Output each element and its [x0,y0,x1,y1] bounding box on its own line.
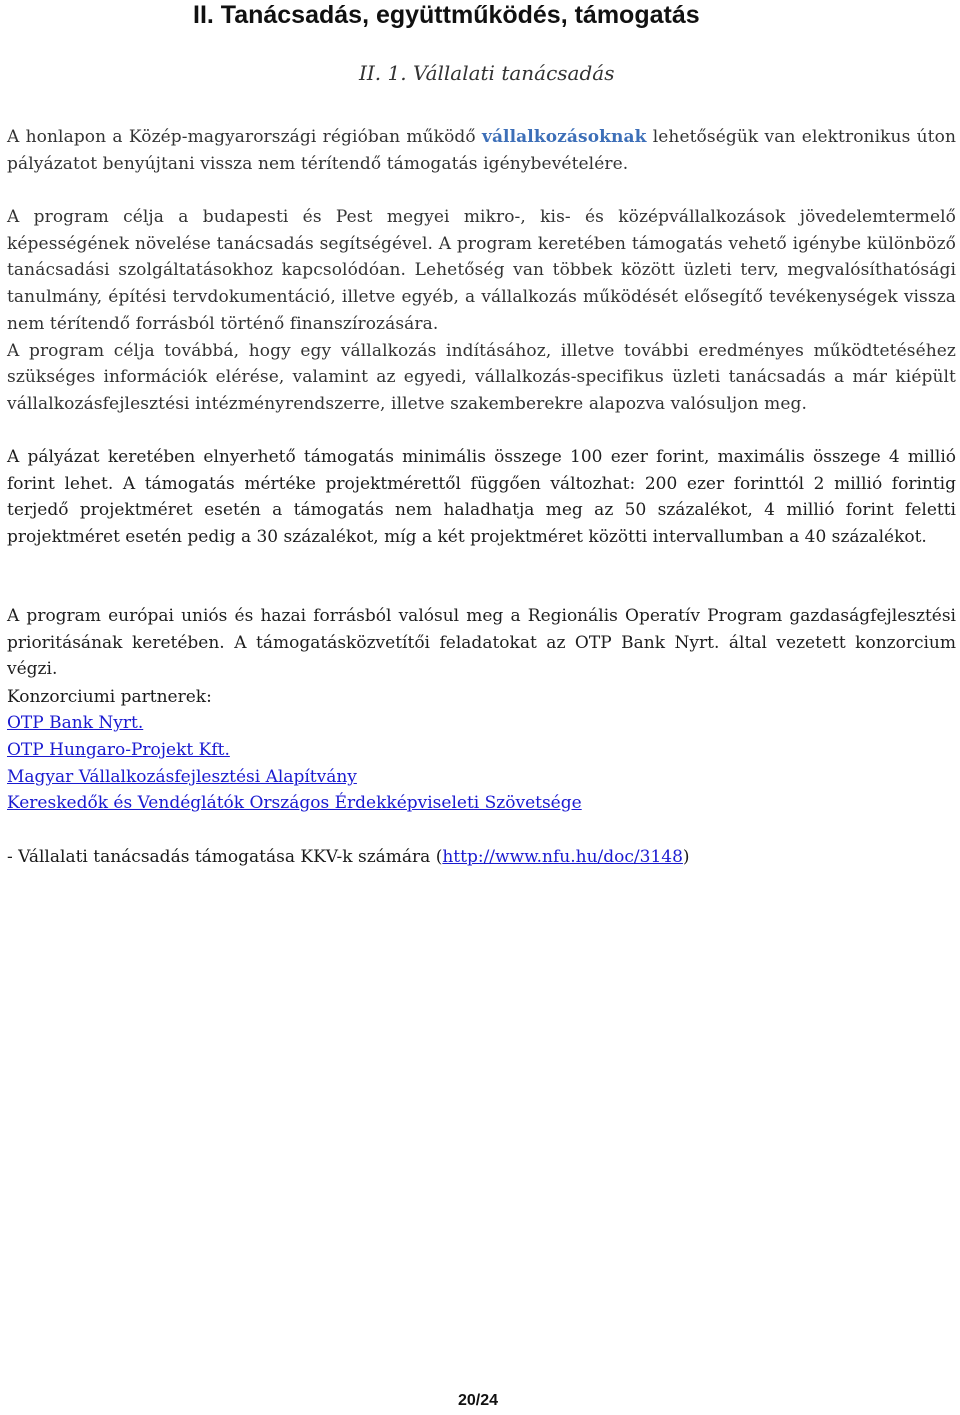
program-goal-sentence-1: A program célja a budapesti és Pest megyei mikro-, kis- és középvállalkozások jövedelemtermelő képességének növelése tanácsadás segítségével. [7,207,956,254]
program-goal-sentence-3: Lehetőség van többek között üzleti terv, megvalósíthatósági tanulmány, építési tervdokumentáció, illetve egyéb, a vállalkozás működését elősegítő tevékenységek vissza nem térítendő forrásból történő finanszírozására. [7,260,957,334]
program-goal-sentence-2: A program keretében támogatás vehető igénybe különböző tanácsadási szolgáltatásokhoz kapcsolódóan. [7,233,956,281]
partner-link-mva [7,764,357,791]
partner-link-kisosz [7,790,582,817]
support-amount-paragraph: A pályázat keretében elnyerhető támogatás minimális összege 100 ezer forint, maximális összege 4 millió forint lehet. A támogatás mértéke projektmérettől függően változhat: 200 ezer forinttól 2 millió forintig terjedő projektméret esetén a támogatás nem haladhatja meg az 50 százalékot, 4 millió forint feletti projektméret esetén pedig a 30 százalékot, míg a két projektméret közötti intervallumban a 40 százalékot. [7,447,956,548]
partners-label: Konzorciumi partnerek: [7,687,212,707]
partner-link[interactable]: Kereskedők és Vendéglátók Országos Érdekképviseleti Szövetsége [7,793,582,813]
partner-link[interactable]: OTP Bank Nyrt. [7,713,144,733]
partner-link[interactable]: OTP Hungaro-Projekt Kft. [7,740,230,760]
page-title: II. Tanácsadás, együttműködés, támogatás [193,1,700,29]
reference-line [7,844,690,871]
reference-prefix: - Vállalati tanácsadás támogatása KKV-k számára ( [7,847,443,867]
intro-text-after: lehetőségük van elektronikus úton pályázatot benyújtani vissza nem térítendő támogatás igénybevételére. [7,127,956,174]
program-goal-sentence-4: A program célja továbbá, hogy egy vállalkozás indításához, illetve további eredményes működtetéséhez szükséges információk elérése, valamint az egyedi, vállalkozás-specifikus üzleti tanácsadás a már kiépült vállalkozásfejlesztési intézményrendszerre, illetve szakemberekre alapozva valósuljon meg. [7,340,956,414]
intro-text-before: A honlapon a Közép-magyarországi régióban működő [7,127,482,147]
partner-link-otp-bank [7,710,143,737]
section-title: II. 1. Vállalati tanácsadás [359,61,615,85]
funding-paragraph: A program európai uniós és hazai forrásból valósul meg a Regionális Operatív Program gazdaságfejlesztési prioritásának keretében. A támogatásközvetítői feladatokat az OTP Bank Nyrt. által vezetett konzorcium végzi. [7,606,956,680]
partner-link[interactable]: Magyar Vállalkozásfejlesztési Alapítvány [7,767,357,787]
reference-link[interactable]: http://www.nfu.hu/doc/3148 [442,847,683,867]
intro-keyword: vállalkozásoknak [481,127,647,147]
reference-suffix: ) [682,847,690,867]
program-goal-paragraph [7,204,956,418]
page-number: 20/24 [458,1392,499,1409]
intro-paragraph [7,124,956,177]
partner-link-otp-hungaro-projekt [7,737,230,764]
